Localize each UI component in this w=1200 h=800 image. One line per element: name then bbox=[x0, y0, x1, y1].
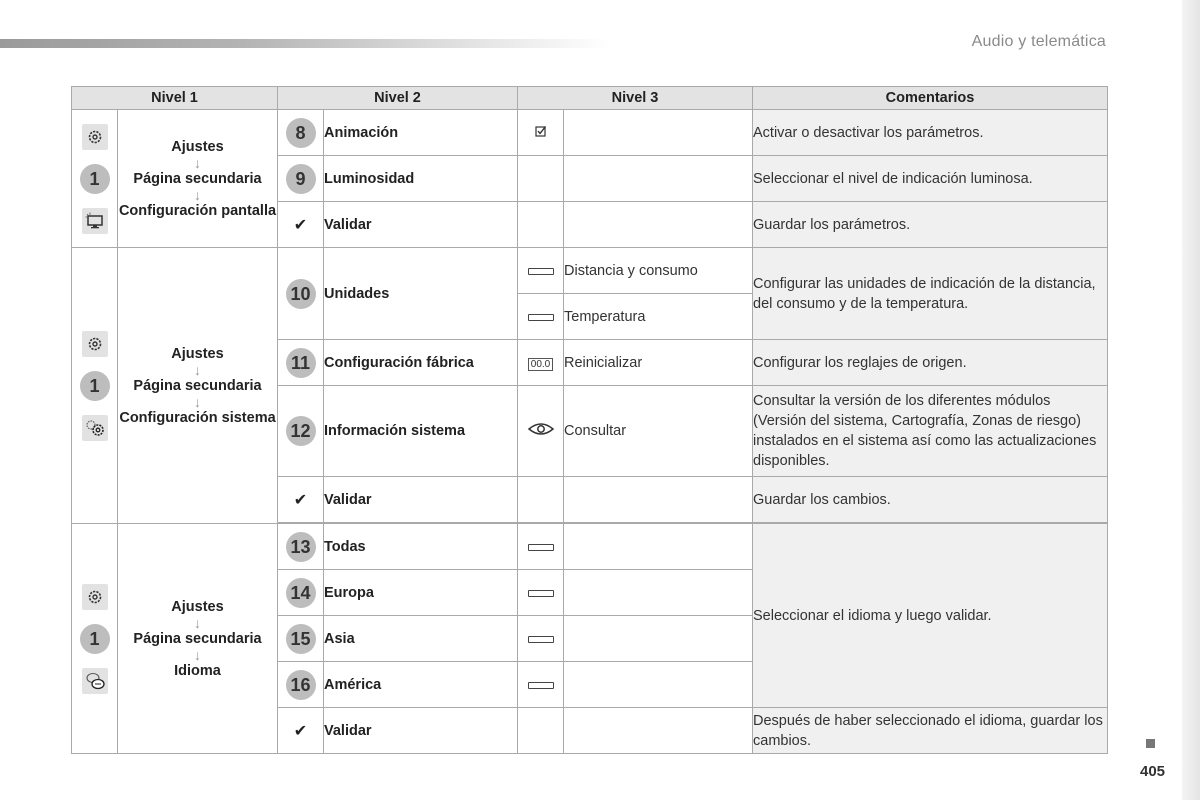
gear-icon bbox=[82, 124, 108, 150]
table-row bbox=[72, 248, 1108, 294]
level2-asia: Asia bbox=[324, 616, 518, 662]
level1-pagina-secundaria: Página secundaria bbox=[133, 630, 262, 647]
step-badge: 9 bbox=[286, 164, 316, 194]
comment-validar: Guardar los cambios. bbox=[753, 477, 1108, 523]
arrow-down-icon: ↓ bbox=[194, 361, 201, 378]
level1-pagina-secundaria: Página secundaria bbox=[133, 377, 262, 394]
level1-pagina-secundaria: Página secundaria bbox=[133, 170, 262, 187]
selection-bar-icon bbox=[528, 544, 554, 551]
step-badge: 16 bbox=[286, 670, 316, 700]
level2-todas: Todas bbox=[324, 524, 518, 570]
check-icon: ✔ bbox=[293, 491, 308, 509]
comment-animacion: Activar o desactivar los parámetros. bbox=[753, 110, 1108, 156]
level2-validar: Validar bbox=[324, 202, 518, 248]
step-badge: 10 bbox=[286, 279, 316, 309]
level2-animacion: Animación bbox=[324, 110, 518, 156]
comment-informacion-sistema: Consultar la versión de los diferentes módulos (Versión del sistema, Cartografía, Zonas de riesgo) instalados en el sistema así como las actualizaciones disponibles. bbox=[753, 386, 1108, 477]
header-nivel-3: Nivel 3 bbox=[518, 87, 753, 110]
secondary-page-badge: 1 bbox=[80, 164, 110, 194]
level3-temperatura: Temperatura bbox=[564, 294, 753, 340]
secondary-page-badge: 1 bbox=[80, 371, 110, 401]
eye-icon bbox=[528, 424, 554, 440]
gear-icon bbox=[82, 331, 108, 357]
level2-luminosidad: Luminosidad bbox=[324, 156, 518, 202]
arrow-down-icon: ↓ bbox=[194, 154, 201, 171]
header-nivel-2: Nivel 2 bbox=[278, 87, 518, 110]
arrow-down-icon: ↓ bbox=[194, 614, 201, 631]
level2-validar: Validar bbox=[324, 477, 518, 523]
section-title: Audio y telemática bbox=[971, 33, 1106, 50]
level1-ajustes: Ajustes bbox=[171, 598, 224, 615]
table-row bbox=[72, 110, 1108, 156]
level3-distancia-consumo: Distancia y consumo bbox=[564, 248, 753, 294]
level2-america: América bbox=[324, 662, 518, 708]
arrow-down-icon: ↓ bbox=[194, 646, 201, 663]
step-badge: 11 bbox=[286, 348, 316, 378]
page-marker bbox=[1146, 739, 1155, 748]
level1-configuracion-sistema: Configuración sistema bbox=[119, 409, 276, 426]
table-row bbox=[72, 524, 1108, 570]
step-badge: 8 bbox=[286, 118, 316, 148]
selection-bar-icon bbox=[528, 590, 554, 597]
selection-bar-icon bbox=[528, 636, 554, 643]
level3-reinicializar: Reinicializar bbox=[564, 340, 753, 386]
step-badge: 13 bbox=[286, 532, 316, 562]
arrow-down-icon: ↓ bbox=[194, 393, 201, 410]
comment-luminosidad: Seleccionar el nivel de indicación luminosa. bbox=[753, 156, 1108, 202]
level3-consultar: Consultar bbox=[564, 386, 753, 477]
step-badge: 14 bbox=[286, 578, 316, 608]
reset-icon: 00.0 bbox=[528, 358, 553, 371]
comment-unidades: Configurar las unidades de indicación de la distancia, del consumo y de la temperatura. bbox=[753, 248, 1108, 340]
level1-ajustes: Ajustes bbox=[171, 345, 224, 362]
page-number: 405 bbox=[1140, 763, 1166, 780]
page-edge bbox=[1182, 0, 1200, 800]
level1-ajustes: Ajustes bbox=[171, 138, 224, 155]
check-icon: ✔ bbox=[293, 722, 308, 740]
check-icon: ✔ bbox=[293, 216, 308, 234]
checkbox-icon bbox=[535, 125, 547, 141]
selection-bar-icon bbox=[528, 682, 554, 689]
arrow-down-icon: ↓ bbox=[194, 186, 201, 203]
header-comentarios: Comentarios bbox=[753, 87, 1108, 110]
level2-informacion-sistema: Información sistema bbox=[324, 386, 518, 477]
level1-idioma: Idioma bbox=[174, 662, 221, 679]
language-icon bbox=[82, 668, 108, 694]
comment-configuracion-fabrica: Configurar los reglajes de origen. bbox=[753, 340, 1108, 386]
comment-validar: Guardar los parámetros. bbox=[753, 202, 1108, 248]
comment-validar-idioma: Después de haber seleccionado el idioma, guardar los cambios. bbox=[753, 708, 1108, 754]
selection-bar-icon bbox=[528, 268, 554, 275]
screen-icon bbox=[82, 208, 108, 234]
secondary-page-badge: 1 bbox=[80, 624, 110, 654]
step-badge: 12 bbox=[286, 416, 316, 446]
header-bar bbox=[0, 39, 610, 48]
gear-icon bbox=[82, 584, 108, 610]
comment-idioma: Seleccionar el idioma y luego validar. bbox=[753, 524, 1108, 708]
double-gear-icon bbox=[82, 415, 108, 441]
settings-menu-table bbox=[71, 86, 1108, 754]
header-nivel-1: Nivel 1 bbox=[72, 87, 278, 110]
step-badge: 15 bbox=[286, 624, 316, 654]
selection-bar-icon bbox=[528, 314, 554, 321]
level2-validar: Validar bbox=[324, 708, 518, 754]
level2-europa: Europa bbox=[324, 570, 518, 616]
level2-configuracion-fabrica: Configuración fábrica bbox=[324, 340, 518, 386]
level2-unidades: Unidades bbox=[324, 248, 518, 340]
level1-configuracion-pantalla: Configuración pantalla bbox=[118, 202, 277, 219]
